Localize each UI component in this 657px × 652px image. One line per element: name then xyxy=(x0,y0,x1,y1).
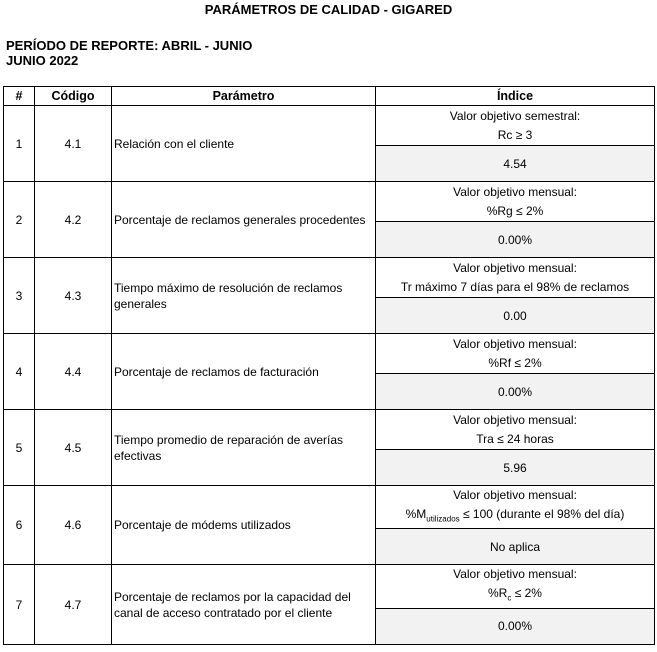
row-parameter: Porcentaje de módems utilizados xyxy=(112,486,376,565)
objective-label: Valor objetivo mensual: xyxy=(453,567,577,582)
objective-value-suffix: ≤ 2% xyxy=(511,586,542,601)
table-row xyxy=(4,334,655,374)
row-index-value: 0.00 xyxy=(376,298,655,334)
row-code: 4.4 xyxy=(35,334,112,410)
row-number: 7 xyxy=(4,565,35,644)
table-header-row xyxy=(4,87,655,106)
row-code: 4.5 xyxy=(35,410,112,486)
objective-value-subscript: c xyxy=(507,593,512,603)
period-date: JUNIO 2022 xyxy=(6,53,79,68)
row-number: 4 xyxy=(4,334,35,410)
row-parameter: Tiempo promedio de reparación de averías efectivas xyxy=(112,410,376,486)
objective-value xyxy=(376,505,654,528)
objective-label: Valor objetivo mensual: xyxy=(453,336,577,351)
objective-value: %Rf ≤ 2% xyxy=(488,355,542,370)
row-index-value: 4.54 xyxy=(376,146,655,182)
column-header-number: # xyxy=(4,87,35,106)
column-header-parameter: Parámetro xyxy=(112,87,376,106)
objective-value-prefix: %M xyxy=(405,507,427,521)
row-index-value: 0.00% xyxy=(376,608,655,644)
objective-value-suffix: ≤ 100 (durante el 98% del día) xyxy=(459,507,625,521)
row-number: 5 xyxy=(4,410,35,486)
row-index-value: 5.96 xyxy=(376,450,655,486)
row-number: 3 xyxy=(4,258,35,334)
objective-label: Valor objetivo mensual: xyxy=(453,412,577,427)
row-index-value: 0.00% xyxy=(376,374,655,410)
objective-value: Rc ≥ 3 xyxy=(497,127,533,142)
row-objective xyxy=(376,486,655,529)
row-objective xyxy=(376,334,655,374)
row-code: 4.7 xyxy=(35,565,112,644)
objective-value xyxy=(376,584,654,607)
row-index-value: No aplica xyxy=(376,529,655,565)
objective-label: Valor objetivo semestral: xyxy=(449,108,581,123)
row-number: 1 xyxy=(4,106,35,182)
report-title: PARÁMETROS DE CALIDAD - GIGARED xyxy=(204,2,453,17)
column-header-index: Índice xyxy=(376,87,655,106)
row-code: 4.2 xyxy=(35,182,112,258)
objective-value-prefix: %R xyxy=(488,586,508,601)
objective-label: Valor objetivo mensual: xyxy=(453,260,577,275)
row-parameter: Porcentaje de reclamos por la capacidad del canal de acceso contratado por el cliente xyxy=(112,565,376,644)
period-range: PERÍODO DE REPORTE: ABRIL - JUNIO xyxy=(6,38,253,53)
row-objective xyxy=(376,410,655,450)
row-objective xyxy=(376,565,655,608)
row-code: 4.6 xyxy=(35,486,112,565)
row-parameter: Tiempo máximo de resolución de reclamos generales xyxy=(112,258,376,334)
objective-value: %Rg ≤ 2% xyxy=(486,203,544,218)
table-row xyxy=(4,486,655,529)
quality-parameters-table xyxy=(3,86,655,645)
table-row xyxy=(4,565,655,608)
row-parameter: Porcentaje de reclamos generales procedentes xyxy=(112,182,376,258)
report-period xyxy=(6,38,252,68)
objective-value-subscript: utilizados xyxy=(426,514,460,524)
objective-value: Tr máximo 7 días para el 98% de reclamos xyxy=(400,279,630,294)
table-row xyxy=(4,410,655,450)
row-parameter: Porcentaje de reclamos de facturación xyxy=(112,334,376,410)
row-number: 6 xyxy=(4,486,35,565)
row-objective xyxy=(376,182,655,222)
objective-label: Valor objetivo mensual: xyxy=(453,488,577,502)
objective-label: Valor objetivo mensual: xyxy=(453,184,577,199)
row-objective xyxy=(376,106,655,146)
table-row xyxy=(4,182,655,222)
table-row xyxy=(4,106,655,146)
table-row xyxy=(4,258,655,298)
objective-value: Tra ≤ 24 horas xyxy=(476,431,554,446)
row-parameter: Relación con el cliente xyxy=(112,106,376,182)
row-number: 2 xyxy=(4,182,35,258)
row-index-value: 0.00% xyxy=(376,222,655,258)
row-objective xyxy=(376,258,655,298)
column-header-code: Código xyxy=(35,87,112,106)
row-code: 4.1 xyxy=(35,106,112,182)
row-code: 4.3 xyxy=(35,258,112,334)
